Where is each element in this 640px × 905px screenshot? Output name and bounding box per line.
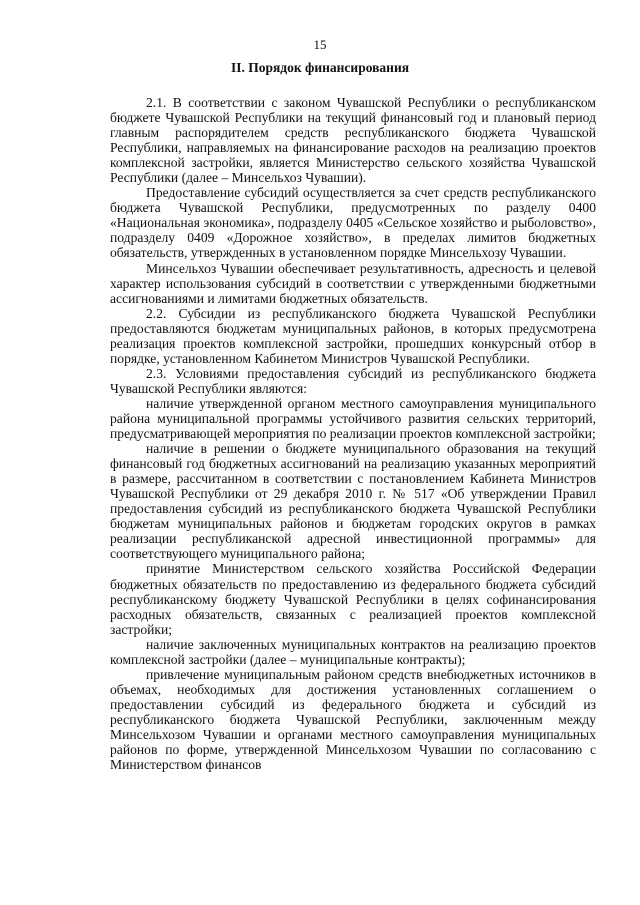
condition-federal-obligations: принятие Министерством сельского хозяйства Российской Федерации бюджетных обязательств по предоставлению из федерального бюджета субсидий республиканскому бюджету Чувашской Республики в целях софинансирования расходных обязательств, связанных с реализацией проектов комплексной застройки;	[110, 561, 596, 637]
condition-municipal-program: наличие утвержденной органом местного самоуправления муниципального района муниципальной программы устойчивого развития сельских территорий, предусматривающей мероприятия по реализации проектов комплексной застройки;	[110, 395, 596, 442]
section-heading: II. Порядок финансирования	[230, 60, 410, 75]
condition-extrabudgetary-funds: привлечение муниципальным районом средств внебюджетных источников в объемах, необходимых для достижения установленных соглашением о предоставлении субсидий из федерального бюджета и субсидий из республиканского бюджета Чувашской Республики, заключенным между Минсельхозом Чувашии и органами местного самоуправления муниципальных районов по форме, утвержденной Минсельхозом Чувашии по согласованию с Министерством финансов	[110, 666, 596, 773]
paragraph-subsidy-source: Предоставление субсидий осуществляется за счет средств республиканского бюджета Чувашской Республики, предусмотренных по разделу 0400 «Национальная экономика», подразделу 0405 «Сельское хозяйство и рыболовство», подразделу 0409 «Дорожное хозяйство», в пределах лимитов бюджетных обязательств, утвержденных в установленном порядке Минсельхозу Чувашии.	[110, 185, 596, 261]
paragraph-2-3: 2.3. Условиями предоставления субсидий из республиканского бюджета Чувашской Республики являются:	[110, 365, 596, 396]
paragraph-ministry-responsibility: Минсельхоз Чувашии обеспечивает результативность, адресность и целевой характер использования субсидий в соответствии с утвержденными бюджетными ассигнованиями и лимитами бюджетных обязательств.	[110, 260, 596, 306]
condition-budget-allocation: наличие в решении о бюджете муниципального образования на текущий финансовый год бюджетных ассигнований на реализацию указанных мероприятий в размере, рассчитанном в соответствии с постановлением Кабинета Министров Чувашской Республики от 29 декабря 2010 г. № 517 «Об утверждении Правил предоставления субсидий из республиканского бюджета Чувашской Республики бюджетам муниципальных районов и бюджетам городских округов в рамках реализации республиканской адресной инвестиционной программы» для соответствующего муниципального района;	[110, 441, 596, 562]
body-text	[110, 95, 596, 772]
condition-municipal-contracts: наличие заключенных муниципальных контрактов на реализацию проектов комплексной застройки (далее – муниципальные контракты);	[110, 636, 596, 667]
paragraph-2-2: 2.2. Субсидии из республиканского бюджета Чувашской Республики предоставляются бюджетам муниципальных районов, в которых предусмотрена реализация проектов комплексной застройки, прошедших конкурсный отбор в порядке, установленном Кабинетом Министров Чувашской Республики.	[110, 305, 596, 366]
page-number: 15	[313, 37, 327, 52]
paragraph-2-1: 2.1. В соответствии с законом Чувашской Республики о республиканском бюджете Чувашской Республики на текущий финансовый год и плановый период главным распорядителем средств республиканского бюджета Чувашской Республики, направляемых на финансирование расходов на реализацию проектов комплексной застройки, является Министерство сельского хозяйства Чувашской Республики (далее – Минсельхоз Чувашии).	[110, 95, 596, 186]
